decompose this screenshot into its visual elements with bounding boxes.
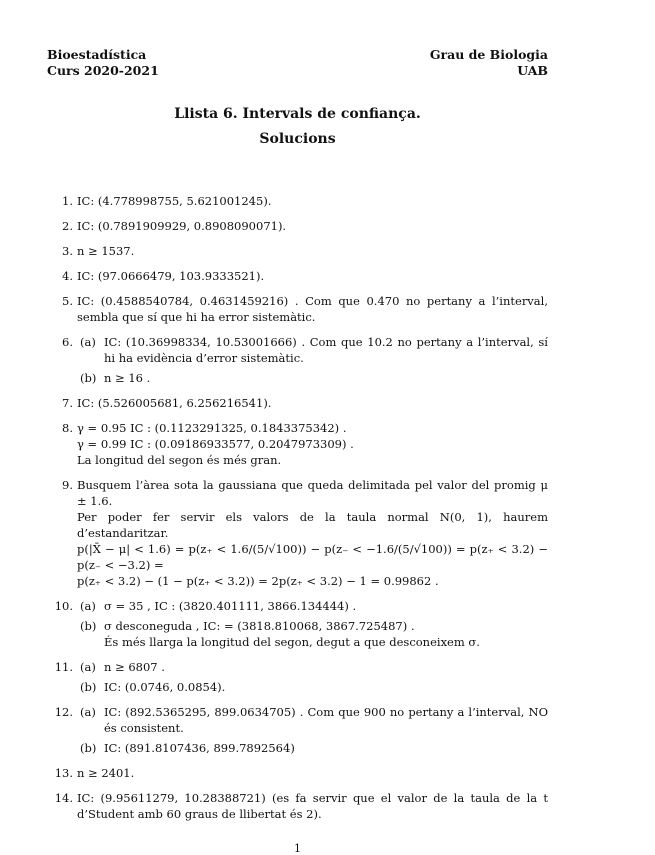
sub-answer-text: σ desconeguda , IC: = (3818.810068, 3867.725487) . xyxy=(104,619,415,633)
sub-answer-label: (b) xyxy=(80,371,97,385)
answer-number: 14. xyxy=(54,791,73,805)
course-name: Bioestadística xyxy=(47,47,147,62)
answer-text: IC: (97.0666479, 103.9333521). xyxy=(77,269,265,283)
answer-line: p(|X̄ − μ| < 1.6) = p(z₊ < 1.6/(5/√100)) − p(z₋ < −1.6/(5/√100)) = p(z₊ < 3.2) − p(z₋ < −3.2) = xyxy=(77,542,548,572)
answer-number: 9. xyxy=(62,478,73,492)
sub-answer-text: IC: (892.5365295, 899.0634705) . Com que 900 no pertany a l’interval, NO és consistent. xyxy=(104,705,548,735)
answer-item xyxy=(62,268,548,284)
degree-name: Grau de Biologia xyxy=(429,47,548,62)
answer-text: IC: (4.778998755, 5.621001245). xyxy=(77,194,272,208)
sub-answer-note: És més llarga la longitud del segon, degut a que desconeixem σ. xyxy=(104,635,480,649)
answer-number: 4. xyxy=(62,269,73,283)
answer-item xyxy=(54,598,548,650)
answer-text: IC: (5.526005681, 6.256216541). xyxy=(77,396,272,410)
university-name: UAB xyxy=(517,63,548,78)
sub-answer-text: IC: (0.0746, 0.0854). xyxy=(104,680,226,694)
sub-answer-text: IC: (10.36998334, 10.53001666) . Com que 10.2 no pertany a l’interval, sí hi ha evidència d’error sistemàtic. xyxy=(104,335,548,365)
sub-answer xyxy=(77,679,548,695)
sub-answer-text: n ≥ 6807 . xyxy=(104,660,165,674)
sub-answer-label: (b) xyxy=(80,619,97,633)
answer-item xyxy=(62,334,548,386)
sub-answer xyxy=(77,659,548,675)
answer-number: 5. xyxy=(62,294,73,308)
answer-item xyxy=(54,659,548,695)
sub-answer xyxy=(77,704,548,736)
answer-number: 2. xyxy=(62,219,73,233)
answer-number: 3. xyxy=(62,244,73,258)
answer-item xyxy=(62,477,548,589)
sub-answer-label: (a) xyxy=(80,599,96,613)
sub-answer xyxy=(77,370,548,386)
answer-text: IC: (9.95611279, 10.28388721) (es fa servir que el valor de la taula de la t d’Student amb 60 graus de llibertat és 2). xyxy=(77,791,548,821)
answer-line: Busquem l’àrea sota la gaussiana que queda delimitada pel valor del promig μ ± 1.6. xyxy=(77,478,548,508)
answer-item xyxy=(62,243,548,259)
sub-answer-label: (b) xyxy=(80,741,97,755)
answer-line: La longitud del segon és més gran. xyxy=(77,453,282,467)
answer-line: p(z₊ < 3.2) − (1 − p(z₊ < 3.2)) = 2p(z₊ < 3.2) − 1 = 0.99862 . xyxy=(77,574,439,588)
answer-item xyxy=(62,420,548,468)
answer-number: 13. xyxy=(54,766,73,780)
answer-item xyxy=(54,790,548,822)
answer-item xyxy=(62,218,548,234)
answer-number: 10. xyxy=(54,599,73,613)
answer-number: 1. xyxy=(62,194,73,208)
answer-number: 12. xyxy=(54,705,73,719)
answer-text: n ≥ 1537. xyxy=(77,244,135,258)
sub-answer-label: (a) xyxy=(80,335,96,349)
sub-answer-label: (b) xyxy=(80,680,97,694)
sub-answer xyxy=(77,598,548,614)
answer-number: 8. xyxy=(62,421,73,435)
sub-answer xyxy=(77,334,548,366)
sub-answer xyxy=(77,740,548,756)
course-year: Curs 2020-2021 xyxy=(47,63,159,78)
answer-item xyxy=(54,765,548,781)
page-number: 1 xyxy=(294,842,301,855)
answer-number: 7. xyxy=(62,396,73,410)
sub-answer-text: n ≥ 16 . xyxy=(104,371,151,385)
header-right xyxy=(430,47,548,79)
page-subtitle: Solucions xyxy=(259,131,336,147)
sub-answer-text: IC: (891.8107436, 899.7892564) xyxy=(104,741,295,755)
answer-text: IC: (0.7891909929, 0.8908090071). xyxy=(77,219,287,233)
answer-line: γ = 0.95 IC : (0.1123291325, 0.1843375342) . xyxy=(77,421,347,435)
sub-answer-text: σ = 35 , IC : (3820.401111, 3866.134444) . xyxy=(104,599,357,613)
answer-text: IC: (0.4588540784, 0.4631459216) . Com que 0.470 no pertany a l’interval, sembla que sí que hi ha error sistemàtic. xyxy=(77,294,548,324)
answer-line: Per poder fer servir els valors de la taula normal N(0, 1), haurem d’estandaritzar. xyxy=(77,510,548,540)
answer-item xyxy=(54,704,548,756)
answer-item xyxy=(62,193,548,209)
answer-item xyxy=(62,395,548,411)
answer-line: γ = 0.99 IC : (0.09186933577, 0.2047973309) . xyxy=(77,437,354,451)
page-title: Llista 6. Intervals de confiança. xyxy=(174,106,421,122)
answer-text: n ≥ 2401. xyxy=(77,766,135,780)
answer-number: 11. xyxy=(54,660,73,674)
answer-number: 6. xyxy=(62,335,73,349)
sub-answer xyxy=(77,618,548,650)
answer-list xyxy=(54,193,548,831)
sub-answer-label: (a) xyxy=(80,660,96,674)
answer-item xyxy=(62,293,548,325)
header-left xyxy=(47,47,159,79)
sub-answer-label: (a) xyxy=(80,705,96,719)
